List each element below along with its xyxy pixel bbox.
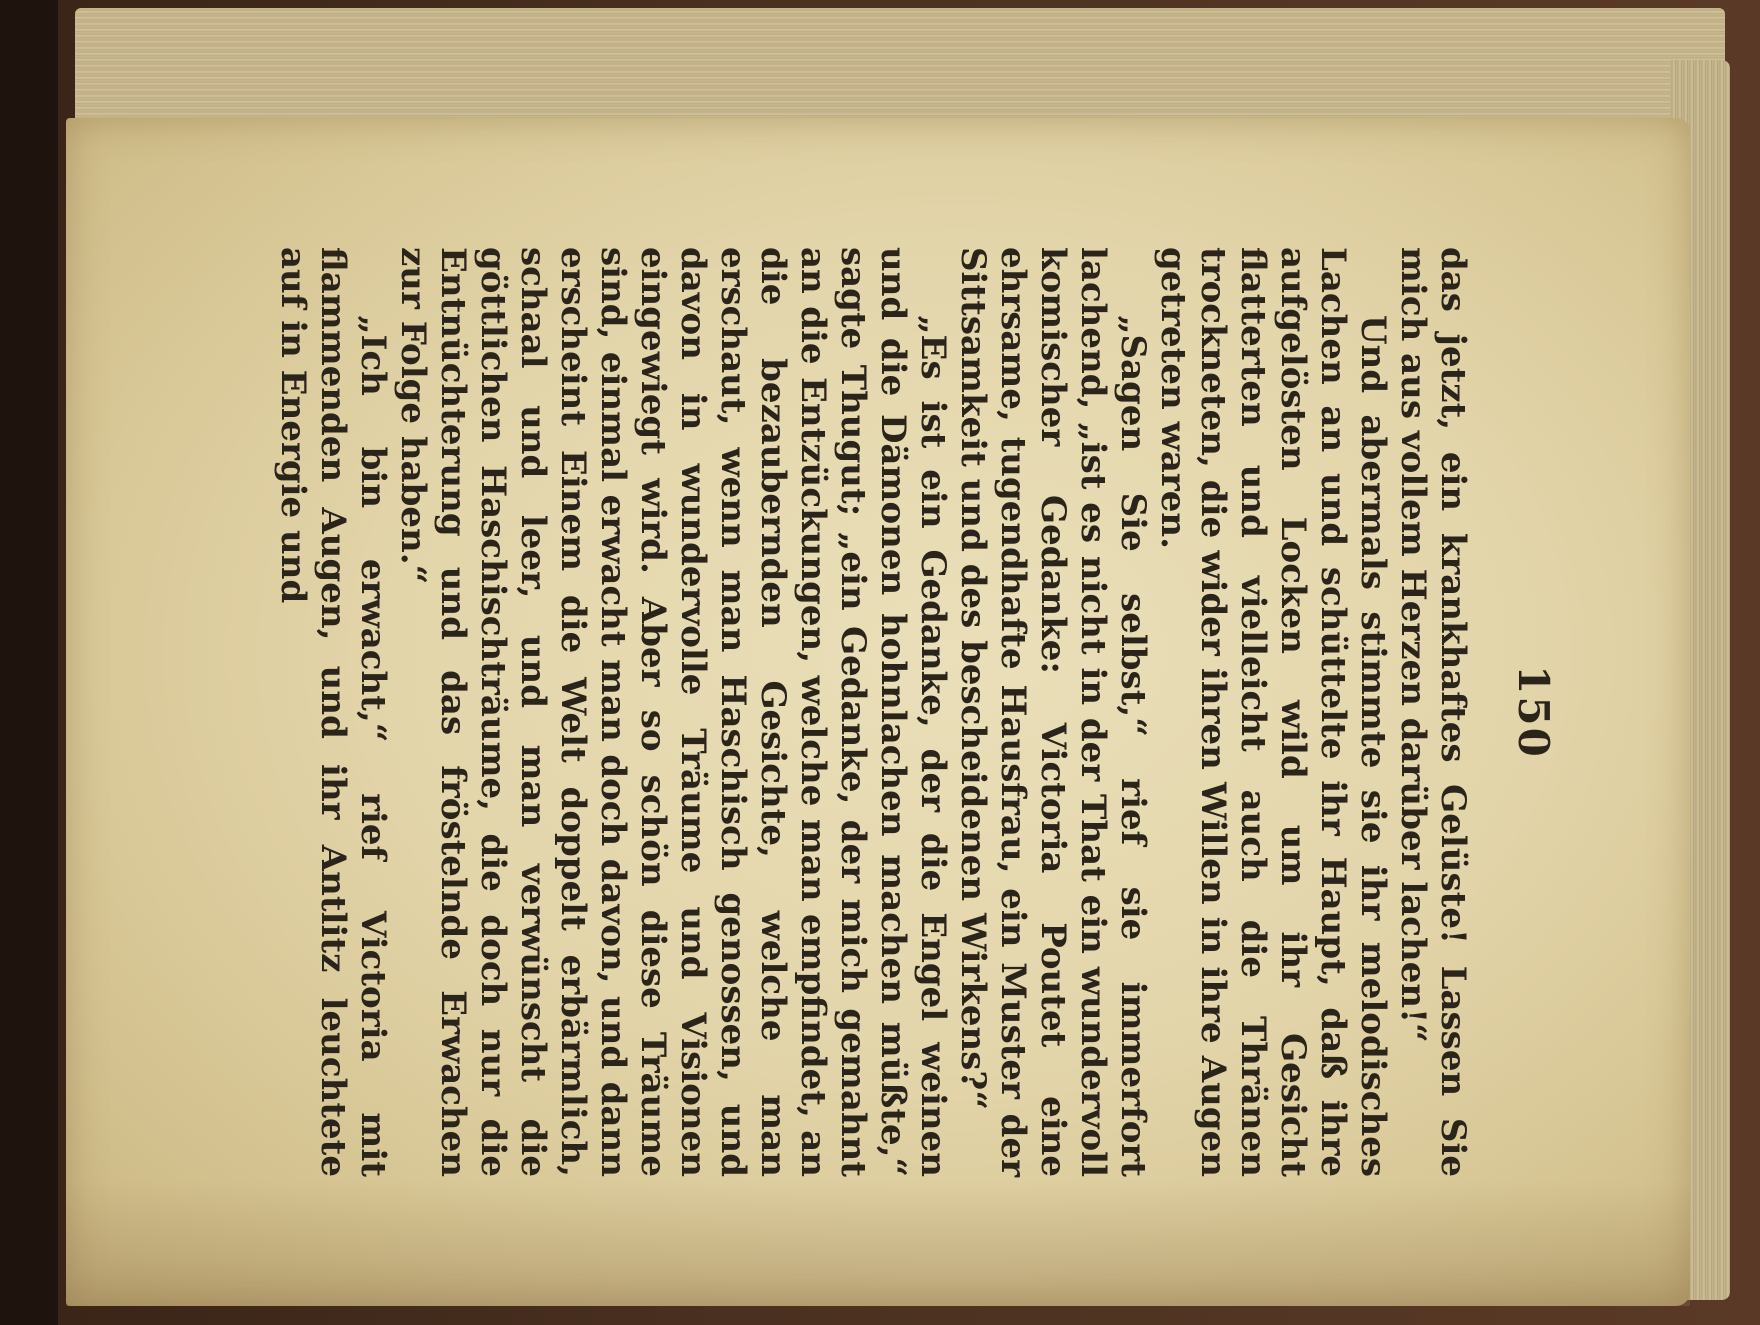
page-edges bbox=[75, 8, 1725, 133]
page-number: 150 bbox=[1509, 665, 1558, 759]
paragraph: „Sagen Sie selbst,“ rief sie immerfort lachend, „ist es nicht in der That ein wundervoll komischer Gedanke: Victoria Poutet eine ehrsame, tugendhafte Hausfrau, ein Muster der Sittsamkeit und des bescheidenen Wirkens?“ bbox=[953, 247, 1153, 1177]
page-content bbox=[178, 212, 1578, 1212]
book-page bbox=[66, 118, 1690, 1306]
page-shadow bbox=[66, 1180, 1690, 1306]
paragraph: „Es ist ein Gedanke, der die Engel weinen und die Dämonen hohnlachen machen müßte,“ sagte Thugut; „ein Gedanke, der mich gemahnt an die Entzückungen, welche man empfindet, an die bezaubernden Gesichte, welche man erschaut, wenn man Haschisch genossen, und davon in wundervolle Träume und Visionen eingewiegt wird. Aber so schön diese Träume sind, einmal erwacht man doch davon, und dann erscheint Einem die Welt doppelt erbärmlich, schaal und leer, und man verwünscht die göttlichen Haschischträume, die doch nur die Entnüchterung und das fröstelnde Erwachen zur Folge haben.“ bbox=[393, 247, 953, 1177]
paragraph: das jetzt, ein krankhaftes Gelüste! Lassen Sie mich aus vollem Herzen darüber lachen!“ bbox=[1393, 247, 1473, 1177]
paragraph: „Ich bin erwacht,“ rief Victoria mit flammenden Augen, und ihr Antlitz leuchtete auf in Energie und bbox=[273, 247, 393, 1177]
paragraph: Und abermals stimmte sie ihr melodisches Lachen an und schüttelte ihr Haupt, daß ihre aufgelösten Locken wild um ihr Gesicht flatterten und vielleicht auch die Thränen trockneten, die wider ihren Willen in ihre Augen getreten waren. bbox=[1153, 247, 1393, 1177]
body-text bbox=[258, 247, 1473, 1177]
